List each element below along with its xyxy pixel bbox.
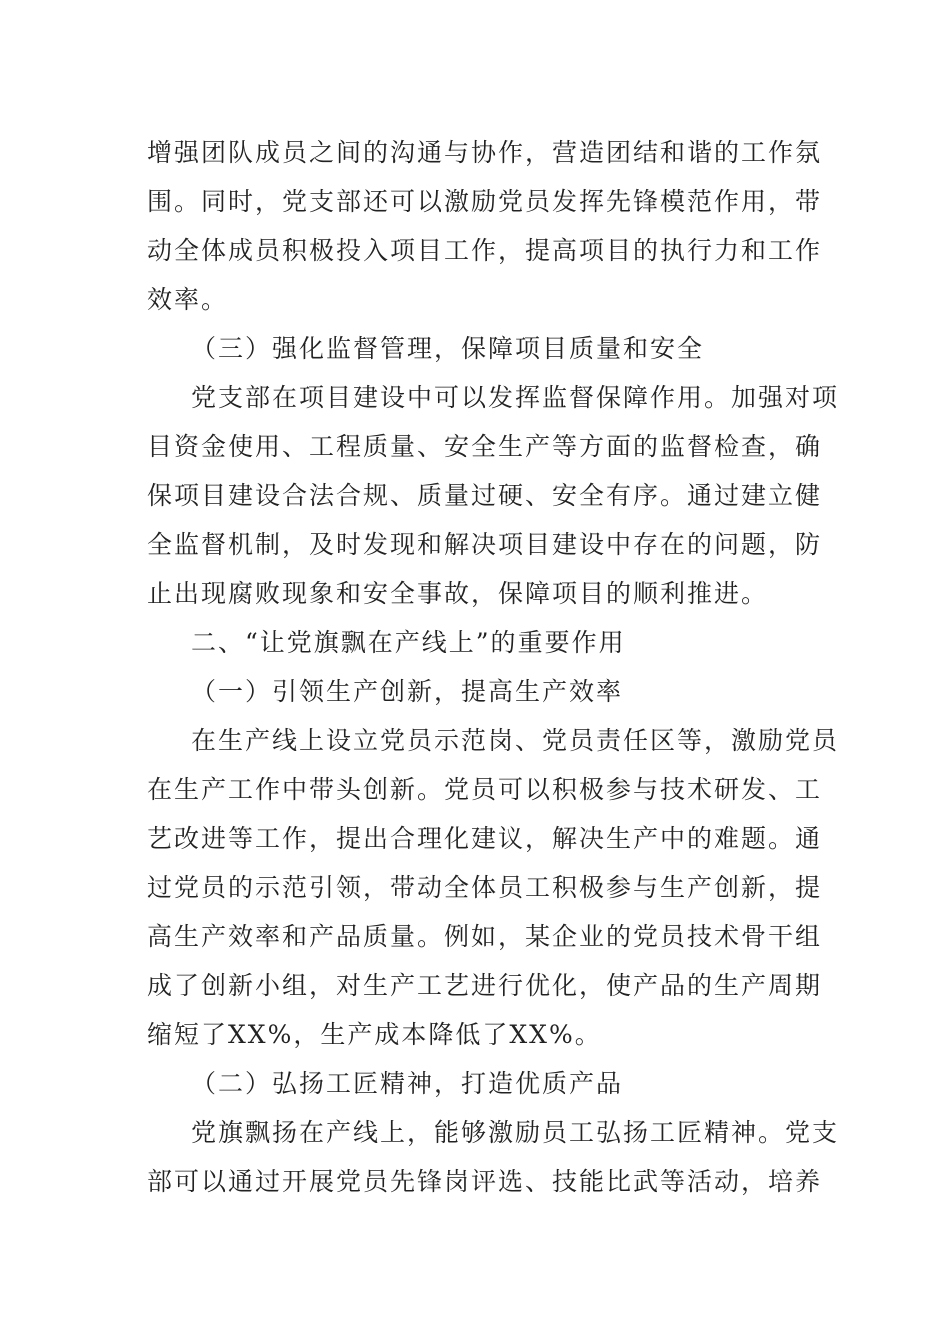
text-line: 过党员的示范引领，带动全体员工积极参与生产创新，提	[147, 873, 823, 902]
text-line: 全监督机制，及时发现和解决项目建设中存在的问题，防	[147, 530, 823, 559]
text-line: 高生产效率和产品质量。例如，某企业的党员技术骨干组	[147, 922, 823, 951]
text-line: 保项目建设合法合规、质量过硬、安全有序。通过建立健	[147, 481, 823, 510]
text-line: 止出现腐败现象和安全事故，保障项目的顺利推进。	[147, 579, 769, 608]
text-line: 增强团队成员之间的沟通与协作，营造团结和谐的工作氛	[147, 138, 823, 167]
text-line: 艺改进等工作，提出合理化建议，解决生产中的难题。通	[147, 824, 823, 853]
text-line: 部可以通过开展党员先锋岗评选、技能比武等活动，培养	[147, 1167, 823, 1196]
text-line: 围。同时，党支部还可以激励党员发挥先锋模范作用，带	[147, 187, 823, 216]
subheading-2: （二）弘扬工匠精神，打造优质产品	[191, 1069, 624, 1098]
subheading-1: （一）引领生产创新，提高生产效率	[191, 677, 624, 706]
text-line: 在生产工作中带头创新。党员可以积极参与技术研发、工	[147, 775, 823, 804]
text-line: 目资金使用、工程质量、安全生产等方面的监督检查，确	[147, 432, 823, 461]
paragraph-3	[147, 716, 840, 1059]
subheading-3: （三）强化监督管理，保障项目质量和安全	[191, 334, 705, 363]
text-line: 动全体成员积极投入项目工作，提高项目的执行力和工作	[147, 236, 823, 265]
text-line: 在生产线上设立党员示范岗、党员责任区等，激励党员	[191, 726, 840, 755]
section-heading: 二、“让党旗飘在产线上”的重要作用	[191, 628, 626, 657]
text-line: 党旗飘扬在产线上，能够激励员工弘扬工匠精神。党支	[191, 1118, 840, 1147]
paragraph-2	[147, 373, 840, 618]
document-body	[147, 128, 840, 1206]
text-line: 党支部在项目建设中可以发挥监督保障作用。加强对项	[191, 383, 840, 412]
text-line: 效率。	[147, 285, 229, 314]
text-line: 成了创新小组，对生产工艺进行优化，使产品的生产周期	[147, 971, 823, 1000]
text-line: 缩短了XX%，生产成本降低了XX%。	[147, 1020, 602, 1049]
paragraph-4	[147, 1108, 840, 1206]
paragraph-1	[147, 128, 823, 324]
